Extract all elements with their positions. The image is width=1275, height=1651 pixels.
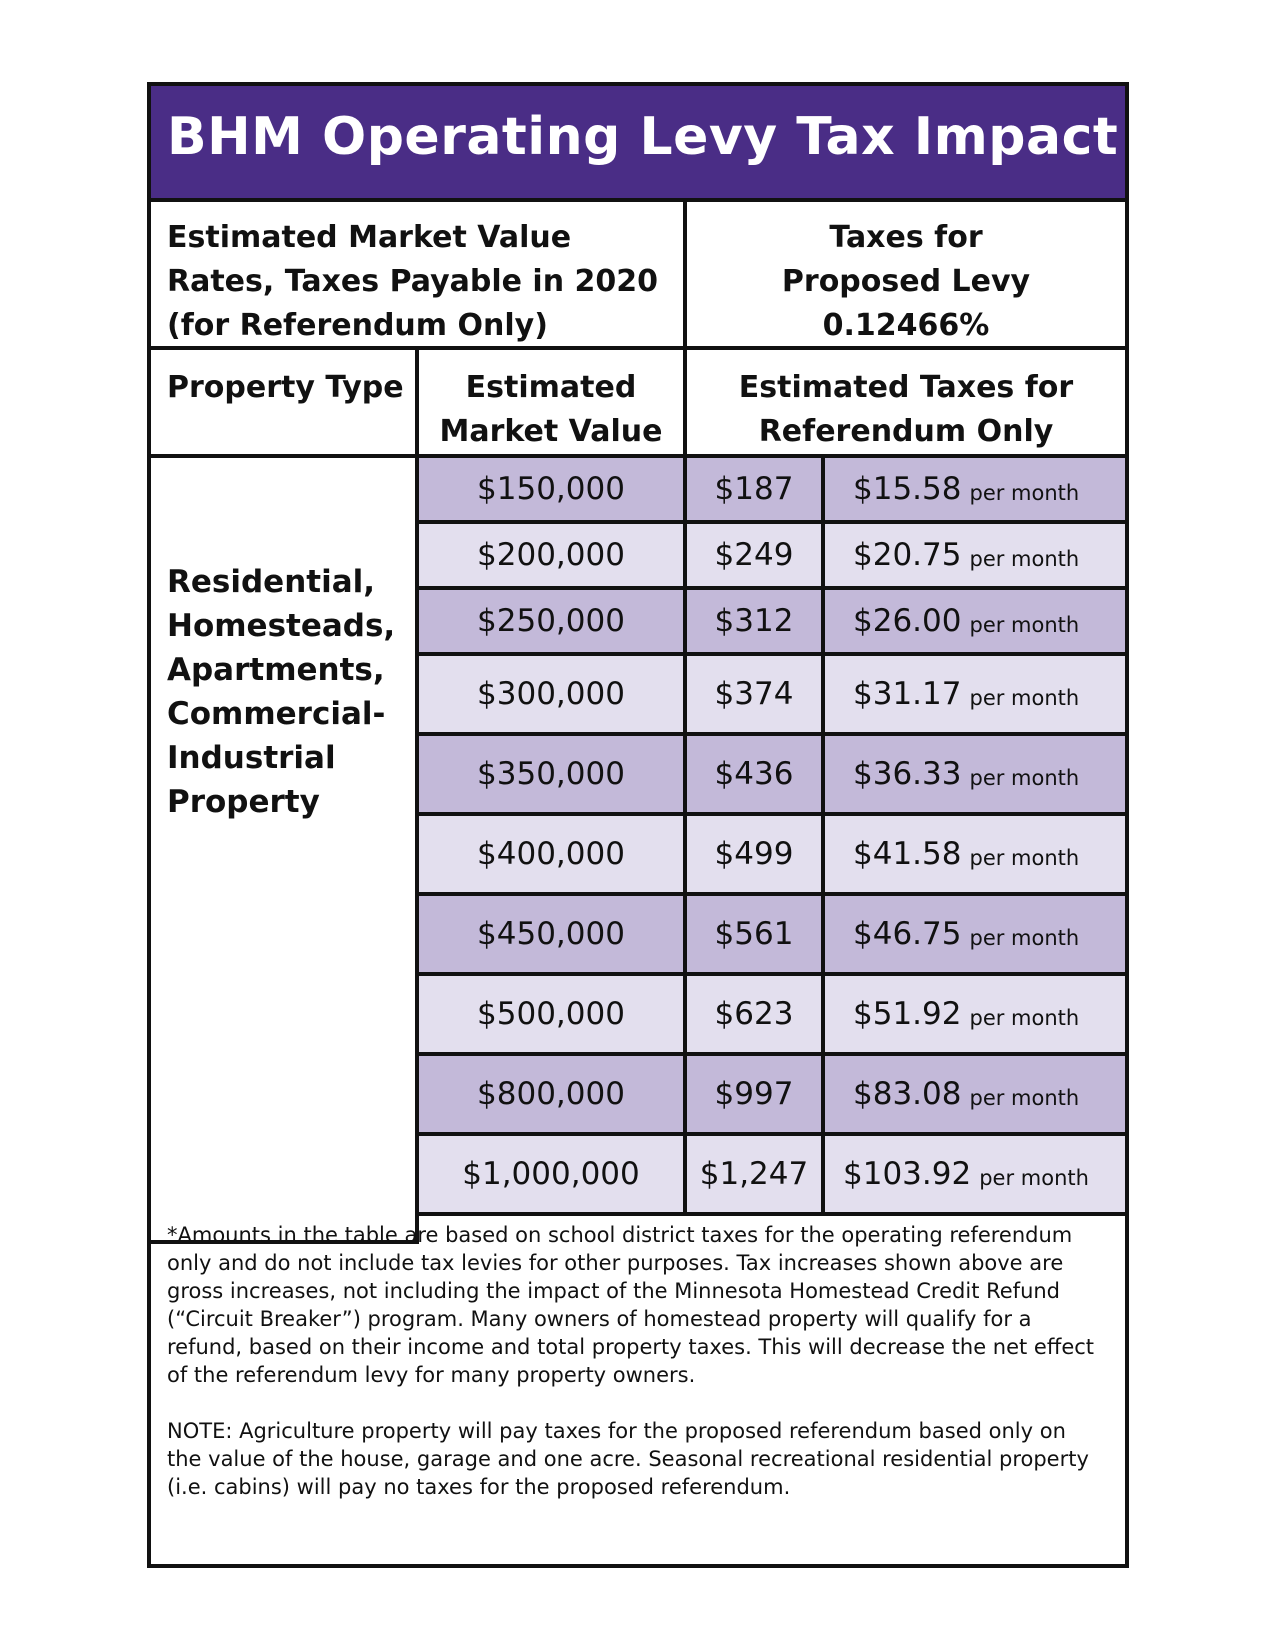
annual-tax: $1,247 <box>699 1156 809 1192</box>
annual-tax-cell <box>687 896 825 976</box>
footnote-text: *Amounts in the table are based on school district taxes for the operating referendum only and do not include tax levies for other purposes. Tax increases shown above are gross increases, not including the impact of the Minnesota Homestead Credit Refund (“Circuit Breaker”) program. Many owners of homestead property will qualify for a refund, based on their income and total property taxes. This will decrease the net effect of the referendum levy for many property owners. <box>167 1223 1095 1387</box>
property-type-line: Apartments, <box>167 652 385 688</box>
monthly-tax: $31.17 <box>853 676 962 712</box>
monthly-tax-cell <box>825 458 1125 524</box>
annual-tax: $997 <box>714 1076 794 1112</box>
levy-tax-table <box>147 82 1129 1568</box>
levy-heading <box>687 198 1125 350</box>
emv-heading-line: Rates, Taxes Payable in 2020 <box>167 264 659 299</box>
monthly-tax-cell <box>825 736 1125 816</box>
market-value-cell <box>419 816 687 896</box>
market-value-heading <box>419 350 687 458</box>
annual-tax-cell <box>687 524 825 590</box>
monthly-tax-cell <box>825 1056 1125 1136</box>
monthly-tax: $41.58 <box>853 836 962 872</box>
monthly-tax-cell <box>825 656 1125 736</box>
per-month-label: per month <box>969 686 1080 710</box>
market-value-cell <box>419 656 687 736</box>
market-value-cell <box>419 458 687 524</box>
footnotes <box>167 1221 1101 1529</box>
monthly-tax: $15.58 <box>853 471 962 507</box>
property-type-heading-text: Property Type <box>167 370 404 405</box>
per-month-label: per month <box>969 481 1080 505</box>
monthly-tax-cell <box>825 1136 1125 1216</box>
property-type-line: Homesteads, <box>167 608 396 644</box>
monthly-tax: $103.92 <box>843 1156 972 1192</box>
monthly-tax: $20.75 <box>853 537 962 573</box>
monthly-tax: $36.33 <box>853 756 962 792</box>
market-value-cell <box>419 590 687 656</box>
emv-heading <box>151 198 687 350</box>
emv-heading-line: Estimated Market Value <box>167 220 572 255</box>
per-month-label: per month <box>969 1086 1080 1110</box>
monthly-tax-cell <box>825 590 1125 656</box>
property-type-line: Commercial- <box>167 696 386 732</box>
property-type-line: Property <box>167 784 320 820</box>
levy-heading-line: Taxes for <box>829 220 983 255</box>
market-value-cell <box>419 1056 687 1136</box>
annual-tax-cell <box>687 656 825 736</box>
per-month-label: per month <box>969 766 1080 790</box>
market-value: $450,000 <box>477 916 625 952</box>
market-value-heading-line: Estimated <box>465 370 637 405</box>
annual-tax: $561 <box>714 916 794 952</box>
annual-tax-cell <box>687 816 825 896</box>
annual-tax: $312 <box>714 603 794 639</box>
property-type-line: Industrial <box>167 740 336 776</box>
page-title: BHM Operating Levy Tax Impact <box>167 107 1119 167</box>
annual-tax-cell <box>687 458 825 524</box>
per-month-label: per month <box>979 1166 1089 1190</box>
emv-heading-line: (for Referendum Only) <box>167 308 548 343</box>
monthly-tax: $51.92 <box>853 996 962 1032</box>
property-type-line: Residential, <box>167 564 376 600</box>
monthly-tax-cell <box>825 524 1125 590</box>
estimated-taxes-heading-line: Estimated Taxes for <box>738 370 1074 405</box>
monthly-tax: $46.75 <box>853 916 962 952</box>
annual-tax-cell <box>687 1136 825 1216</box>
annual-tax: $187 <box>714 471 794 507</box>
market-value-cell <box>419 976 687 1056</box>
property-type-cell <box>151 458 419 1244</box>
market-value: $300,000 <box>477 676 625 712</box>
market-value-heading-line: Market Value <box>439 414 663 449</box>
market-value: $200,000 <box>477 537 625 573</box>
market-value-cell <box>419 736 687 816</box>
levy-rate: 0.12466% <box>822 308 990 343</box>
market-value-cell <box>419 896 687 976</box>
annual-tax-cell <box>687 976 825 1056</box>
estimated-taxes-heading-line: Referendum Only <box>758 414 1054 449</box>
annual-tax-cell <box>687 1056 825 1136</box>
per-month-label: per month <box>969 926 1080 950</box>
levy-heading-line: Proposed Levy <box>781 264 1031 299</box>
annual-tax: $249 <box>714 537 794 573</box>
annual-tax: $436 <box>714 756 794 792</box>
per-month-label: per month <box>969 547 1080 571</box>
per-month-label: per month <box>969 846 1080 870</box>
monthly-tax: $83.08 <box>853 1076 962 1112</box>
annual-tax-cell <box>687 590 825 656</box>
market-value-cell <box>419 524 687 590</box>
market-value: $150,000 <box>477 471 625 507</box>
note-text: NOTE: Agriculture property will pay taxes for the proposed referendum based only on the value of the house, garage and one acre. Seasonal recreational residential property (i.e. cabins) will pay no taxes for the proposed referendum. <box>167 1419 1089 1499</box>
estimated-taxes-heading <box>687 350 1125 458</box>
monthly-tax: $26.00 <box>853 603 962 639</box>
monthly-tax-cell <box>825 816 1125 896</box>
market-value: $1,000,000 <box>462 1156 640 1192</box>
monthly-tax-cell <box>825 896 1125 976</box>
market-value: $250,000 <box>477 603 625 639</box>
annual-tax-cell <box>687 736 825 816</box>
market-value: $500,000 <box>477 996 625 1032</box>
per-month-label: per month <box>969 613 1080 637</box>
annual-tax: $623 <box>714 996 794 1032</box>
annual-tax: $374 <box>714 676 794 712</box>
monthly-tax-cell <box>825 976 1125 1056</box>
property-type-heading <box>151 350 419 458</box>
annual-tax: $499 <box>714 836 794 872</box>
market-value: $800,000 <box>477 1076 625 1112</box>
market-value: $350,000 <box>477 756 625 792</box>
title-bar <box>151 86 1125 202</box>
market-value: $400,000 <box>477 836 625 872</box>
per-month-label: per month <box>969 1006 1080 1030</box>
market-value-cell <box>419 1136 687 1216</box>
